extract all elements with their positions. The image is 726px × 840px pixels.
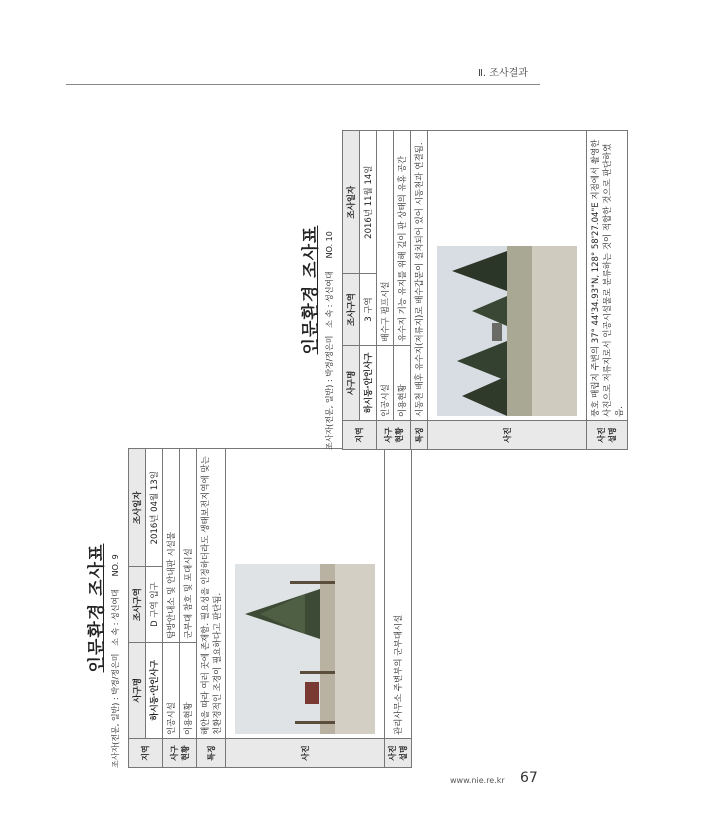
page-number: 67 [520, 770, 538, 786]
survey-table [128, 448, 412, 768]
usage-label: 이용현황 [394, 345, 411, 420]
district-header: 사구명 [129, 642, 146, 738]
footer-site: www.nie.re.kr [450, 776, 505, 785]
zone-header: 조사구역 [129, 567, 146, 642]
current-status-label: 사구 현황 [377, 421, 411, 450]
current-status-label: 사구 현황 [163, 739, 197, 768]
sheet-meta [324, 130, 335, 450]
survey-table [342, 130, 628, 450]
district-value: 하시동·안인사구 [360, 345, 377, 420]
photo-label: 사진 [428, 421, 587, 450]
usage-value: 유수지 기능 유지를 위해 깊이 판 상태의 유휴 공간 [394, 131, 411, 346]
district-value: 하시동·안인사구 [146, 642, 163, 738]
affiliation: 소 속 : 성신여대 [325, 271, 334, 328]
header-rule [66, 84, 540, 85]
affiliation: 소 속 : 성신여대 [111, 589, 120, 646]
section-header: Ⅱ. 조사결과 [478, 68, 528, 79]
date-header: 조사일자 [129, 449, 146, 567]
usage-value: 군부대 참호 및 포대시설 [180, 449, 197, 643]
artificial-value: 배수구 펌프시설 [377, 131, 394, 346]
artificial-label: 인공시설 [163, 642, 180, 738]
area-label: 지역 [129, 739, 163, 768]
feature-value: 해안을 따라 여러 곳에 존재함. 필요성을 인정하더라도 생태보전지역에 맞는 친환경적인 조경이 필요하다고 판단됨. [197, 449, 226, 739]
photo-cell [226, 449, 385, 739]
surveyor: 조사자(전문, 일반) : 박경/정은미 [111, 653, 120, 768]
survey-sheet-10-rotated [296, 130, 726, 450]
sheet-meta [110, 448, 121, 768]
zone-value: 3 구역 [360, 274, 377, 345]
date-value: 2016년 11월 14일 [360, 131, 377, 274]
photo-cell [428, 131, 587, 421]
photo-desc-label: 사진 설명 [587, 421, 628, 450]
sheet-title: 인문환경 조사표 [301, 225, 321, 355]
date-value: 2016년 04월 13일 [146, 449, 163, 567]
sheet-number: NO. 10 [325, 231, 334, 259]
sheet-number: NO. 9 [111, 554, 120, 577]
photo-label: 사진 [226, 739, 385, 768]
feature-label: 특징 [411, 421, 428, 450]
area-label: 지역 [343, 421, 377, 450]
artificial-label: 인공시설 [377, 345, 394, 420]
survey-sheet-9 [82, 448, 512, 768]
date-header: 조사일자 [343, 131, 360, 274]
zone-value: D 구역 입구 [146, 567, 163, 642]
photo-desc-value: 풍호 매립지 주변의 37° 44'34.93"N, 128° 58'27.04"E 지점에서 촬영한 사진으로 저류지로서 인공시설물로 분류하는 것이 적합한 것으로 판단하였음. [587, 131, 628, 421]
site-photo [235, 564, 375, 734]
sheet-title: 인문환경 조사표 [87, 543, 107, 673]
feature-label: 특징 [197, 739, 226, 768]
photo-desc-value: 관리사무소 주변부의 군부대시설 [385, 449, 412, 739]
photo-desc-label: 사진 설명 [385, 739, 412, 768]
usage-label: 이용현황 [180, 642, 197, 738]
zone-header: 조사구역 [343, 274, 360, 345]
artificial-value: 탐방안내소 및 안내판 시설물 [163, 449, 180, 643]
site-photo [437, 246, 577, 416]
feature-value: 시동천 배후 유수지(저류지)로 배수갑문이 설치되어 있어 시동천과 연결됨. [411, 131, 428, 421]
district-header: 사구명 [343, 345, 360, 420]
surveyor: 조사자(전문, 일반) : 박경/정은미 [325, 335, 334, 450]
